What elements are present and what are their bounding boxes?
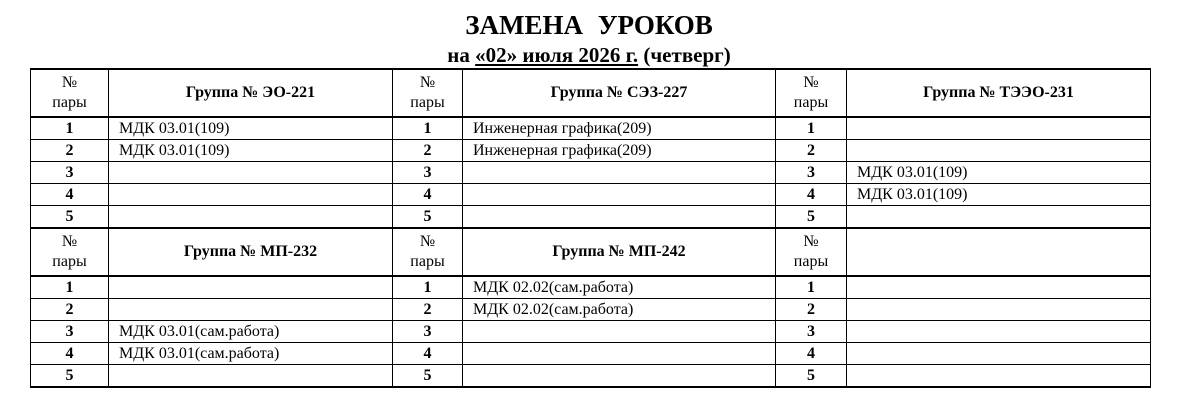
group-name bbox=[847, 228, 1151, 276]
pair-number: 1 bbox=[393, 117, 463, 140]
pair-number: 5 bbox=[31, 365, 109, 388]
pair-number-header bbox=[393, 228, 463, 276]
table-row bbox=[31, 365, 1151, 388]
pair-number: 2 bbox=[393, 299, 463, 321]
table-row bbox=[31, 321, 1151, 343]
subject-cell bbox=[463, 343, 776, 365]
pair-number: 4 bbox=[31, 184, 109, 206]
subject-cell bbox=[109, 184, 393, 206]
subject-cell bbox=[847, 206, 1151, 229]
subject-cell: МДК 03.01(109) bbox=[109, 117, 393, 140]
subject-cell: МДК 02.02(сам.работа) bbox=[463, 276, 776, 299]
subtitle-weekday: (четверг) bbox=[638, 43, 731, 67]
pair-number: 4 bbox=[393, 184, 463, 206]
pair-number-header bbox=[776, 69, 847, 117]
pair-number: 1 bbox=[393, 276, 463, 299]
pair-number-word: пары bbox=[410, 94, 445, 111]
pair-number-symbol: № bbox=[803, 74, 819, 91]
pair-number: 5 bbox=[393, 365, 463, 388]
pair-number-symbol: № bbox=[61, 74, 78, 91]
document-title: ЗАМЕНА УРОКОВ bbox=[465, 10, 713, 40]
subject-cell bbox=[109, 276, 393, 299]
pair-number-symbol: № bbox=[419, 233, 436, 250]
subject-cell: МДК 03.01(109) bbox=[109, 140, 393, 162]
subject-cell bbox=[847, 276, 1151, 299]
table-row bbox=[31, 184, 1151, 206]
pair-number-word: пары bbox=[793, 94, 829, 111]
group-name: Группа № ТЭЭО-231 bbox=[847, 69, 1151, 117]
table-row bbox=[31, 162, 1151, 184]
pair-number-header bbox=[31, 69, 109, 117]
pair-number: 5 bbox=[776, 206, 847, 229]
schedule-table bbox=[30, 68, 1151, 388]
pair-number: 3 bbox=[393, 162, 463, 184]
subject-cell bbox=[847, 140, 1151, 162]
pair-number: 4 bbox=[776, 184, 847, 206]
pair-number: 4 bbox=[776, 343, 847, 365]
pair-number: 1 bbox=[776, 276, 847, 299]
pair-number: 4 bbox=[31, 343, 109, 365]
pair-number: 5 bbox=[31, 206, 109, 229]
pair-number-header bbox=[31, 228, 109, 276]
pair-number-word: пары bbox=[410, 253, 445, 270]
subject-cell bbox=[463, 162, 776, 184]
pair-number: 3 bbox=[393, 321, 463, 343]
pair-number-word: пары bbox=[793, 253, 829, 270]
pair-number: 1 bbox=[31, 117, 109, 140]
subject-cell bbox=[463, 365, 776, 388]
subtitle-date: «02» июля 2026 г. bbox=[475, 43, 639, 67]
pair-number-symbol: № bbox=[419, 74, 436, 91]
pair-number: 2 bbox=[393, 140, 463, 162]
subject-cell bbox=[109, 162, 393, 184]
subject-cell bbox=[463, 184, 776, 206]
table-row bbox=[31, 117, 1151, 140]
pair-number: 2 bbox=[776, 140, 847, 162]
pair-number: 5 bbox=[776, 365, 847, 388]
subject-cell: МДК 03.01(сам.работа) bbox=[109, 343, 393, 365]
subject-cell bbox=[847, 299, 1151, 321]
pair-number: 3 bbox=[31, 321, 109, 343]
pair-number: 4 bbox=[393, 343, 463, 365]
subject-cell: Инженерная графика(209) bbox=[463, 117, 776, 140]
pair-number-symbol: № bbox=[61, 233, 78, 250]
subject-cell: Инженерная графика(209) bbox=[463, 140, 776, 162]
pair-number-word: пары bbox=[52, 253, 87, 270]
subject-cell: МДК 03.01(109) bbox=[847, 162, 1151, 184]
subject-cell bbox=[847, 343, 1151, 365]
pair-number: 1 bbox=[31, 276, 109, 299]
subject-cell bbox=[109, 299, 393, 321]
pair-number: 3 bbox=[776, 321, 847, 343]
pair-number-header bbox=[776, 228, 847, 276]
subject-cell: МДК 03.01(109) bbox=[847, 184, 1151, 206]
group-name: Группа № МП-232 bbox=[109, 228, 393, 276]
subject-cell bbox=[847, 321, 1151, 343]
pair-number: 2 bbox=[776, 299, 847, 321]
group-header-row bbox=[31, 228, 1151, 276]
pair-number-header bbox=[393, 69, 463, 117]
table-row bbox=[31, 140, 1151, 162]
pair-number: 5 bbox=[393, 206, 463, 229]
pair-number: 3 bbox=[31, 162, 109, 184]
group-name: Группа № ЭО-221 bbox=[109, 69, 393, 117]
pair-number: 2 bbox=[31, 299, 109, 321]
table-row bbox=[31, 299, 1151, 321]
group-name: Группа № МП-242 bbox=[463, 228, 776, 276]
subject-cell bbox=[463, 321, 776, 343]
subject-cell bbox=[109, 206, 393, 229]
group-name: Группа № СЭЗ-227 bbox=[463, 69, 776, 117]
pair-number-word: пары bbox=[52, 94, 87, 111]
table-row bbox=[31, 343, 1151, 365]
subject-cell: МДК 02.02(сам.работа) bbox=[463, 299, 776, 321]
subject-cell bbox=[847, 117, 1151, 140]
pair-number: 3 bbox=[776, 162, 847, 184]
table-row bbox=[31, 206, 1151, 229]
pair-number-symbol: № bbox=[803, 233, 819, 250]
subject-cell bbox=[109, 365, 393, 388]
pair-number: 1 bbox=[776, 117, 847, 140]
document-subtitle bbox=[0, 42, 1178, 68]
subtitle-prefix: на bbox=[447, 43, 476, 67]
table-row bbox=[31, 276, 1151, 299]
subject-cell bbox=[463, 206, 776, 229]
subject-cell: МДК 03.01(сам.работа) bbox=[109, 321, 393, 343]
pair-number: 2 bbox=[31, 140, 109, 162]
subject-cell bbox=[847, 365, 1151, 388]
group-header-row bbox=[31, 69, 1151, 117]
